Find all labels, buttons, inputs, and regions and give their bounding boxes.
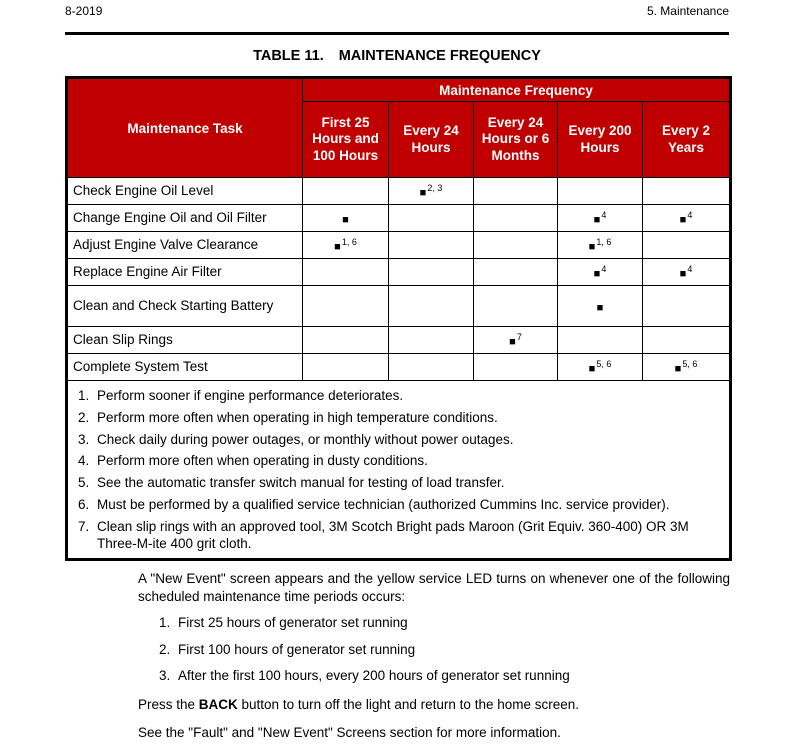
- footnote-text: Perform more often when operating in high temperature conditions.: [97, 409, 498, 425]
- square-marker-icon: ■: [596, 301, 604, 314]
- footnote-number: 4.: [78, 453, 90, 469]
- list-item-text: First 25 hours of generator set running: [178, 615, 408, 631]
- footnote-3: [76, 431, 721, 448]
- empty-cell: [643, 232, 731, 259]
- press-text-after: button to turn off the light and return to the home screen.: [237, 696, 579, 712]
- footnote-reference: 7: [516, 332, 522, 342]
- frequency-mark-cell: [558, 205, 643, 232]
- table-row: [67, 327, 731, 354]
- empty-cell: [643, 178, 731, 205]
- press-text-before: Press the: [138, 696, 199, 712]
- new-event-paragraph: A "New Event" screen appears and the yellow service LED turns on whenever one of the following scheduled maintenance time periods occurs:: [138, 571, 730, 604]
- footnote-1: [76, 387, 721, 404]
- empty-cell: [643, 327, 731, 354]
- table-row: [67, 205, 731, 232]
- frequency-mark-cell: [303, 205, 389, 232]
- footnote-number: 7.: [78, 518, 90, 534]
- empty-cell: [303, 286, 389, 327]
- empty-cell: [558, 178, 643, 205]
- task-cell: Adjust Engine Valve Clearance: [67, 232, 303, 259]
- footnote-number: 3.: [78, 431, 90, 447]
- maintenance-period-list: [138, 614, 730, 685]
- table-row: [67, 232, 731, 259]
- table-row: [67, 259, 731, 286]
- page-header-right: 5. Maintenance: [646, 4, 729, 18]
- footnote-reference: 5, 6: [682, 359, 698, 369]
- task-cell: Clean and Check Starting Battery: [67, 286, 303, 327]
- list-item-2: [138, 641, 730, 659]
- list-item-text: After the first 100 hours, every 200 hours of generator set running: [178, 668, 570, 684]
- empty-cell: [389, 286, 474, 327]
- task-cell: Clean Slip Rings: [67, 327, 303, 354]
- footnotes-row: [67, 381, 731, 560]
- footnote-text: Perform sooner if engine performance deteriorates.: [97, 388, 404, 403]
- list-item-number: 2.: [159, 641, 171, 657]
- empty-cell: [303, 178, 389, 205]
- footnote-reference: 1, 6: [341, 237, 357, 247]
- footnote-reference: 4: [601, 264, 607, 274]
- footnote-text: Must be performed by a qualified service technician (authorized Cummins Inc. service provider).: [97, 496, 670, 512]
- see-section-paragraph: See the "Fault" and "New Event" Screens section for more information.: [138, 725, 561, 741]
- square-marker-icon: ■: [679, 214, 687, 226]
- footnote-text: Clean slip rings with an approved tool, 3M Scotch Bright pads Maroon (Grit Equiv. 360-400) OR 3M Three-M-ite 400 grit cloth.: [97, 518, 689, 551]
- table-title: [65, 48, 729, 64]
- footnote-reference: 4: [601, 210, 607, 220]
- footnote-4: [76, 452, 721, 469]
- frequency-mark-cell: [643, 354, 731, 381]
- column-header-1: First 25 Hours and 100 Hours: [303, 102, 389, 178]
- page-header-left: 8-2019: [65, 4, 103, 18]
- frequency-mark-cell: [389, 178, 474, 205]
- frequency-mark-cell: [643, 205, 731, 232]
- empty-cell: [558, 327, 643, 354]
- empty-cell: [389, 232, 474, 259]
- press-back-paragraph: [138, 696, 730, 714]
- footnote-2: [76, 409, 721, 426]
- task-cell: Complete System Test: [67, 354, 303, 381]
- footnote-reference: 5, 6: [596, 359, 612, 369]
- table-title-label: TABLE 11.: [253, 48, 324, 64]
- column-header-2: Every 24 Hours: [389, 102, 474, 178]
- empty-cell: [474, 178, 558, 205]
- footnote-5: [76, 474, 721, 491]
- footnote-text: Perform more often when operating in dusty conditions.: [97, 453, 428, 469]
- column-header-5: Every 2 Years: [643, 102, 731, 178]
- column-header-3: Every 24 Hours or 6 Months: [474, 102, 558, 178]
- list-item-number: 3.: [159, 668, 171, 684]
- table-row: [67, 178, 731, 205]
- frequency-mark-cell: [558, 259, 643, 286]
- empty-cell: [303, 327, 389, 354]
- square-marker-icon: ■: [674, 363, 682, 375]
- empty-cell: [474, 259, 558, 286]
- header-rule: [65, 32, 729, 35]
- empty-cell: [389, 205, 474, 232]
- frequency-mark-cell: [643, 259, 731, 286]
- frequency-mark-cell: [558, 286, 643, 327]
- table-row: [67, 354, 731, 381]
- empty-cell: [643, 286, 731, 327]
- empty-cell: [389, 259, 474, 286]
- maintenance-frequency-table: [65, 76, 732, 561]
- footnote-text: Check daily during power outages, or monthly without power outages.: [97, 431, 514, 447]
- square-marker-icon: ■: [588, 241, 596, 253]
- footnote-number: 2.: [78, 409, 90, 425]
- list-item-number: 1.: [159, 615, 171, 631]
- empty-cell: [474, 205, 558, 232]
- square-marker-icon: ■: [593, 268, 601, 280]
- empty-cell: [389, 354, 474, 381]
- back-button-word: BACK: [198, 696, 238, 712]
- body-text-section: [138, 570, 730, 742]
- empty-cell: [303, 354, 389, 381]
- square-marker-icon: ■: [334, 241, 341, 253]
- frequency-mark-cell: [558, 232, 643, 259]
- footnote-number: 5.: [78, 475, 90, 491]
- frequency-mark-cell: [474, 327, 558, 354]
- task-cell: Check Engine Oil Level: [67, 178, 303, 205]
- list-item-1: [138, 614, 730, 632]
- footnote-6: [76, 496, 721, 513]
- frequency-mark-cell: [303, 232, 389, 259]
- footnote-reference: 4: [687, 210, 693, 220]
- table-row: [67, 286, 731, 327]
- table-title-text: MAINTENANCE FREQUENCY: [338, 48, 541, 64]
- list-item-3: [138, 667, 730, 685]
- empty-cell: [303, 259, 389, 286]
- square-marker-icon: ■: [509, 336, 516, 348]
- footnote-7: [76, 518, 721, 553]
- column-header-maintenance-task: Maintenance Task: [67, 78, 303, 178]
- footnote-text: See the automatic transfer switch manual for testing of load transfer.: [97, 475, 505, 491]
- footnote-number: 1.: [78, 388, 90, 403]
- square-marker-icon: ■: [679, 268, 687, 280]
- square-marker-icon: ■: [342, 213, 349, 226]
- empty-cell: [389, 327, 474, 354]
- empty-cell: [474, 232, 558, 259]
- empty-cell: [474, 286, 558, 327]
- footnote-reference: 4: [687, 264, 693, 274]
- column-header-4: Every 200 Hours: [558, 102, 643, 178]
- square-marker-icon: ■: [593, 214, 601, 226]
- empty-cell: [474, 354, 558, 381]
- footnote-reference: 1, 6: [596, 237, 612, 247]
- square-marker-icon: ■: [419, 187, 427, 199]
- list-item-text: First 100 hours of generator set running: [178, 641, 416, 657]
- footnote-reference: 2, 3: [427, 183, 443, 193]
- footnotes-cell: [67, 381, 731, 560]
- task-cell: Change Engine Oil and Oil Filter: [67, 205, 303, 232]
- frequency-mark-cell: [558, 354, 643, 381]
- page-header: [65, 4, 729, 18]
- column-header-maintenance-frequency: Maintenance Frequency: [303, 78, 731, 102]
- task-cell: Replace Engine Air Filter: [67, 259, 303, 286]
- footnote-number: 6.: [78, 496, 90, 512]
- square-marker-icon: ■: [588, 363, 596, 375]
